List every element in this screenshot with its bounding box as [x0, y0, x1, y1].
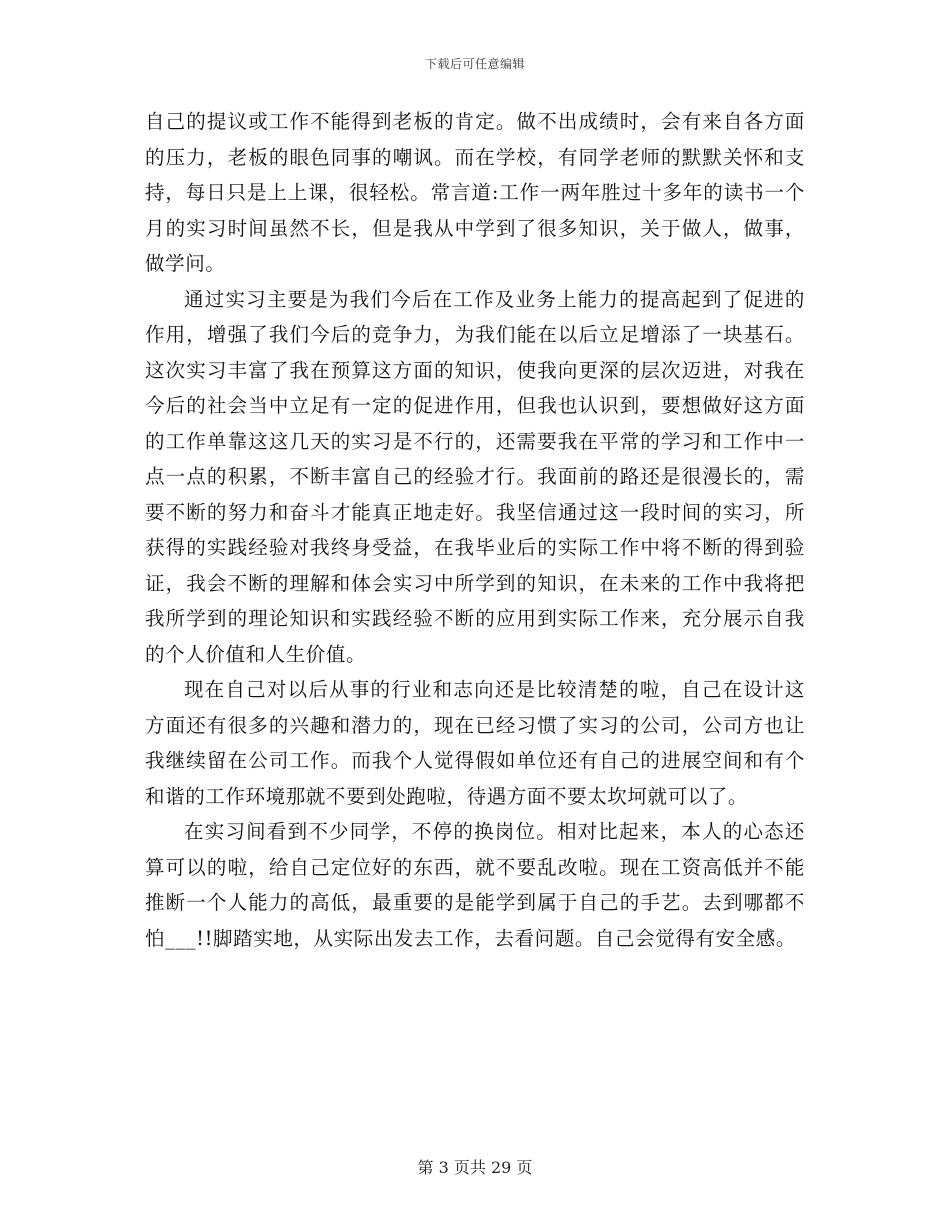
document-body	[145, 104, 805, 956]
page-number: 第 3 页共 29 页	[417, 1158, 533, 1177]
paragraph: 现在自己对以后从事的行业和志向还是比较清楚的啦，自己在设计这方面还有很多的兴趣和潜力的，现在已经习惯了实习的公司，公司方也让我继续留在公司工作。而我个人觉得假如单位还有自己的进展空间和有个和谐的工作环境那就不要到处跑啦，待遇方面不要太坎坷就可以了。	[145, 678, 805, 808]
paragraph: 在实习间看到不少同学，不停的换岗位。相对比起来，本人的心态还算可以的啦，给自己定位好的东西，就不要乱改啦。现在工资高低并不能推断一个人能力的高低，最重要的是能学到属于自己的手艺。去到哪都不怕___!!脚踏实地，从实际出发去工作，去看问题。自己会觉得有安全感。	[145, 820, 805, 950]
header-note: 下载后可任意编辑	[424, 57, 525, 71]
paragraph-continued: 自己的提议或工作不能得到老板的肯定。做不出成绩时，会有来自各方面的压力，老板的眼色同事的嘲讽。而在学校，有同学老师的默默关怀和支持，每日只是上上课，很轻松。常言道:工作一两年胜过十多年的读书一个月的实习时间虽然不长，但是我从中学到了很多知识，关于做人，做事，做学问。	[145, 110, 805, 275]
paragraph: 通过实习主要是为我们今后在工作及业务上能力的提高起到了促进的作用，增强了我们今后的竞争力，为我们能在以后立足增添了一块基石。这次实习丰富了我在预算这方面的知识，使我向更深的层次迈进，对我在今后的社会当中立足有一定的促进作用，但我也认识到，要想做好这方面的工作单靠这这几天的实习是不行的，还需要我在平常的学习和工作中一点一点的积累，不断丰富自己的经验才行。我面前的路还是很漫长的，需要不断的努力和奋斗才能真正地走好。我坚信通过这一段时间的实习，所获得的实践经验对我终身受益，在我毕业后的实际工作中将不断的得到验证，我会不断的理解和体会实习中所学到的知识，在未来的工作中我将把我所学到的理论知识和实践经验不断的应用到实际工作来，充分展示自我的个人价值和人生价值。	[145, 287, 805, 666]
